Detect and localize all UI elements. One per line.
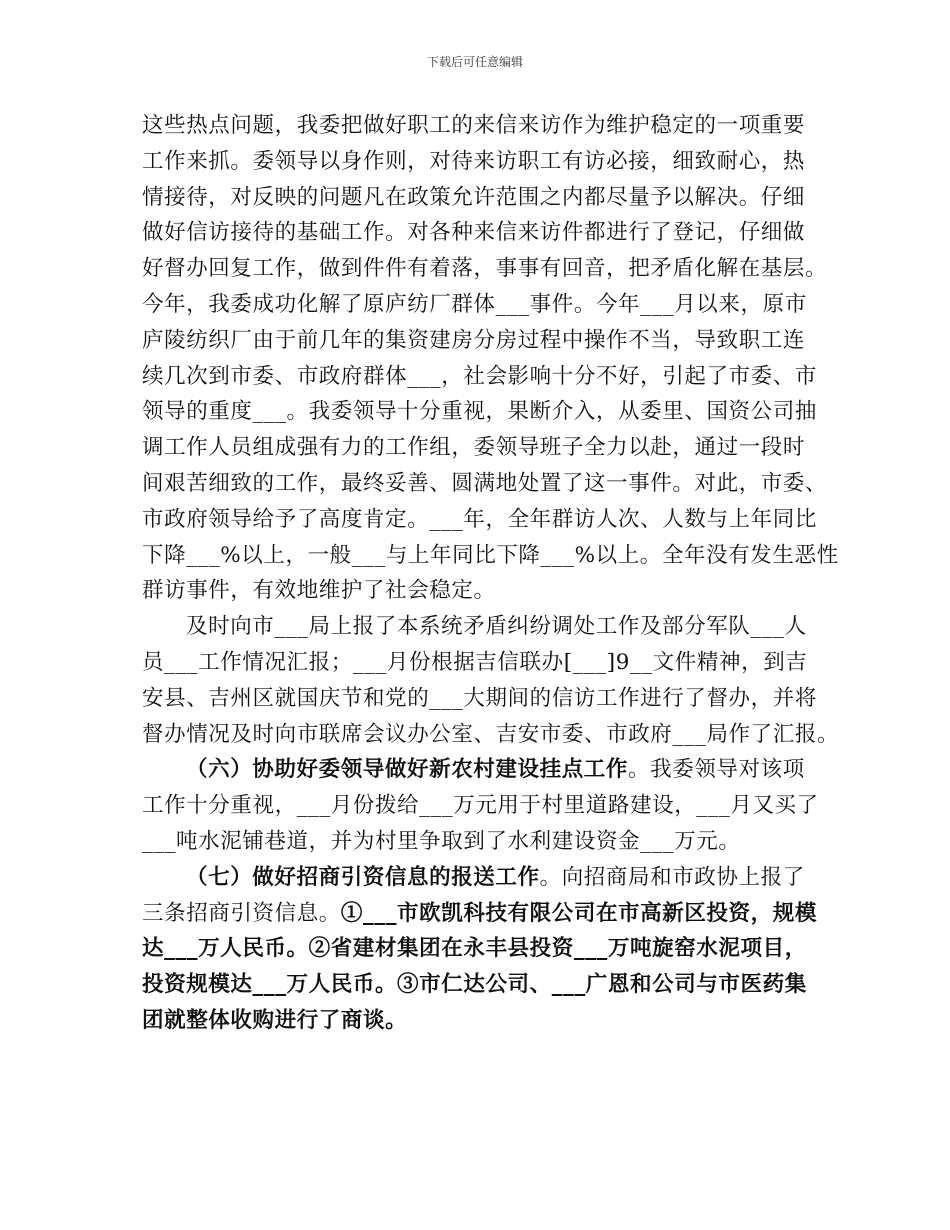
text-line: [142, 681, 817, 717]
bold-text-segment: 团就整体收购进行了商谈。: [142, 1007, 408, 1033]
bold-text-segment: 达___万人民币。②省建材集团在永丰县投资___万吨旋窑水泥项目，: [142, 936, 807, 962]
text-line: [142, 717, 840, 753]
text-line: [142, 430, 814, 466]
text-line: [142, 931, 814, 967]
text-line: [142, 359, 817, 395]
text-segment: 调工作人员组成强有力的工作组，委领导班子全力以赴，通过一段时: [142, 435, 806, 461]
text-line: [142, 394, 817, 430]
text-segment: 群访事件，有效地维护了社会稳定。: [142, 578, 496, 604]
text-segment: 这些热点问题，我委把做好职工的来信来访作为维护稳定的一项重要: [142, 113, 806, 138]
text-segment: 。向招商局和市政协上报了: [539, 864, 805, 890]
text-segment: 情接待，对反映的问题凡在政策允许范围之内都尽量予以解决。仔细: [142, 184, 806, 210]
text-line: [142, 788, 819, 824]
text-line: [142, 752, 814, 788]
bold-text-segment: （六）协助好委领导做好新农村建设挂点工作: [186, 757, 629, 783]
text-line: [142, 538, 839, 574]
text-line: [142, 144, 814, 180]
bold-text-segment: 投资规模达___万人民币。③市仁达公司、___广恩和公司与市医药集: [142, 972, 807, 998]
text-segment: 工作来抓。委领导以身作则，对待来访职工有访必接，细致耐心，热: [142, 148, 806, 174]
text-line: [142, 645, 814, 681]
text-line: [142, 896, 817, 932]
text-segment: 三条招商引资信息。: [142, 900, 341, 926]
text-segment: 领导的重度___。我委领导十分重视，果断介入，从委里、国资公司抽: [142, 399, 817, 425]
text-segment: 做好信访接待的基础工作。对各种来信来访件都进行了登记，仔细做: [142, 220, 806, 246]
text-segment: ___吨水泥铺巷道，并为村里争取到了水利建设资金___万元。: [142, 828, 741, 854]
text-segment: 市政府领导给予了高度肯定。___年，全年群访人次、人数与上年同比: [142, 506, 817, 532]
text-line: [142, 215, 814, 251]
text-segment: 下降___%以上，一般___与上年同比下降___%以上。全年没有发生恶性: [142, 542, 839, 568]
text-line: [142, 967, 814, 1003]
text-line: [142, 573, 814, 609]
document-body: [142, 108, 840, 1039]
text-segment: 工作十分重视，___月份拨给___万元用于村里道路建设，___月又买了: [142, 793, 819, 819]
text-line: [142, 287, 814, 323]
text-line: [142, 860, 814, 896]
text-segment: 。我委领导对该项: [628, 757, 805, 783]
text-segment: 安县、吉州区就国庆节和党的___大期间的信访工作进行了督办，并将: [142, 685, 817, 711]
text-line: [142, 251, 828, 287]
text-line: [142, 323, 814, 359]
text-segment: 及时向市___局上报了本系统矛盾纠纷调处工作及部分军队___人: [186, 614, 807, 640]
text-segment: 好督办回复工作，做到件件有着落，事事有回音，把矛盾化解在基层。: [142, 256, 828, 282]
text-segment: 今年，我委成功化解了原庐纺厂群体___事件。今年___月以来，原市: [142, 291, 807, 317]
page-header: 下载后可任意编辑: [426, 55, 523, 69]
bold-text-segment: ①___市欧凯科技有限公司在市高新区投资，规模: [340, 900, 817, 926]
text-line: [142, 1003, 814, 1039]
text-segment: 续几次到市委、市政府群体___，社会影响十分不好，引起了市委、市: [142, 363, 817, 389]
text-line: [142, 502, 817, 538]
text-line: [142, 609, 814, 645]
text-line: [142, 466, 828, 502]
text-segment: 督办情况及时向市联席会议办公室、吉安市委、市政府___局作了汇报。: [142, 721, 840, 747]
text-segment: 间艰苦细致的工作，最终妥善、圆满地处置了这一事件。对此，市委、: [142, 470, 828, 496]
text-line: [142, 108, 814, 144]
text-segment: 员___工作情况汇报；___月份根据吉信联办[___]9__文件精神，到吉: [142, 649, 808, 675]
bold-text-segment: （七）做好招商引资信息的报送工作: [186, 864, 540, 890]
text-segment: 庐陵纺织厂由于前几年的集资建房分房过程中操作不当，导致职工连: [142, 327, 806, 353]
text-line: [142, 824, 814, 860]
text-line: [142, 180, 814, 216]
